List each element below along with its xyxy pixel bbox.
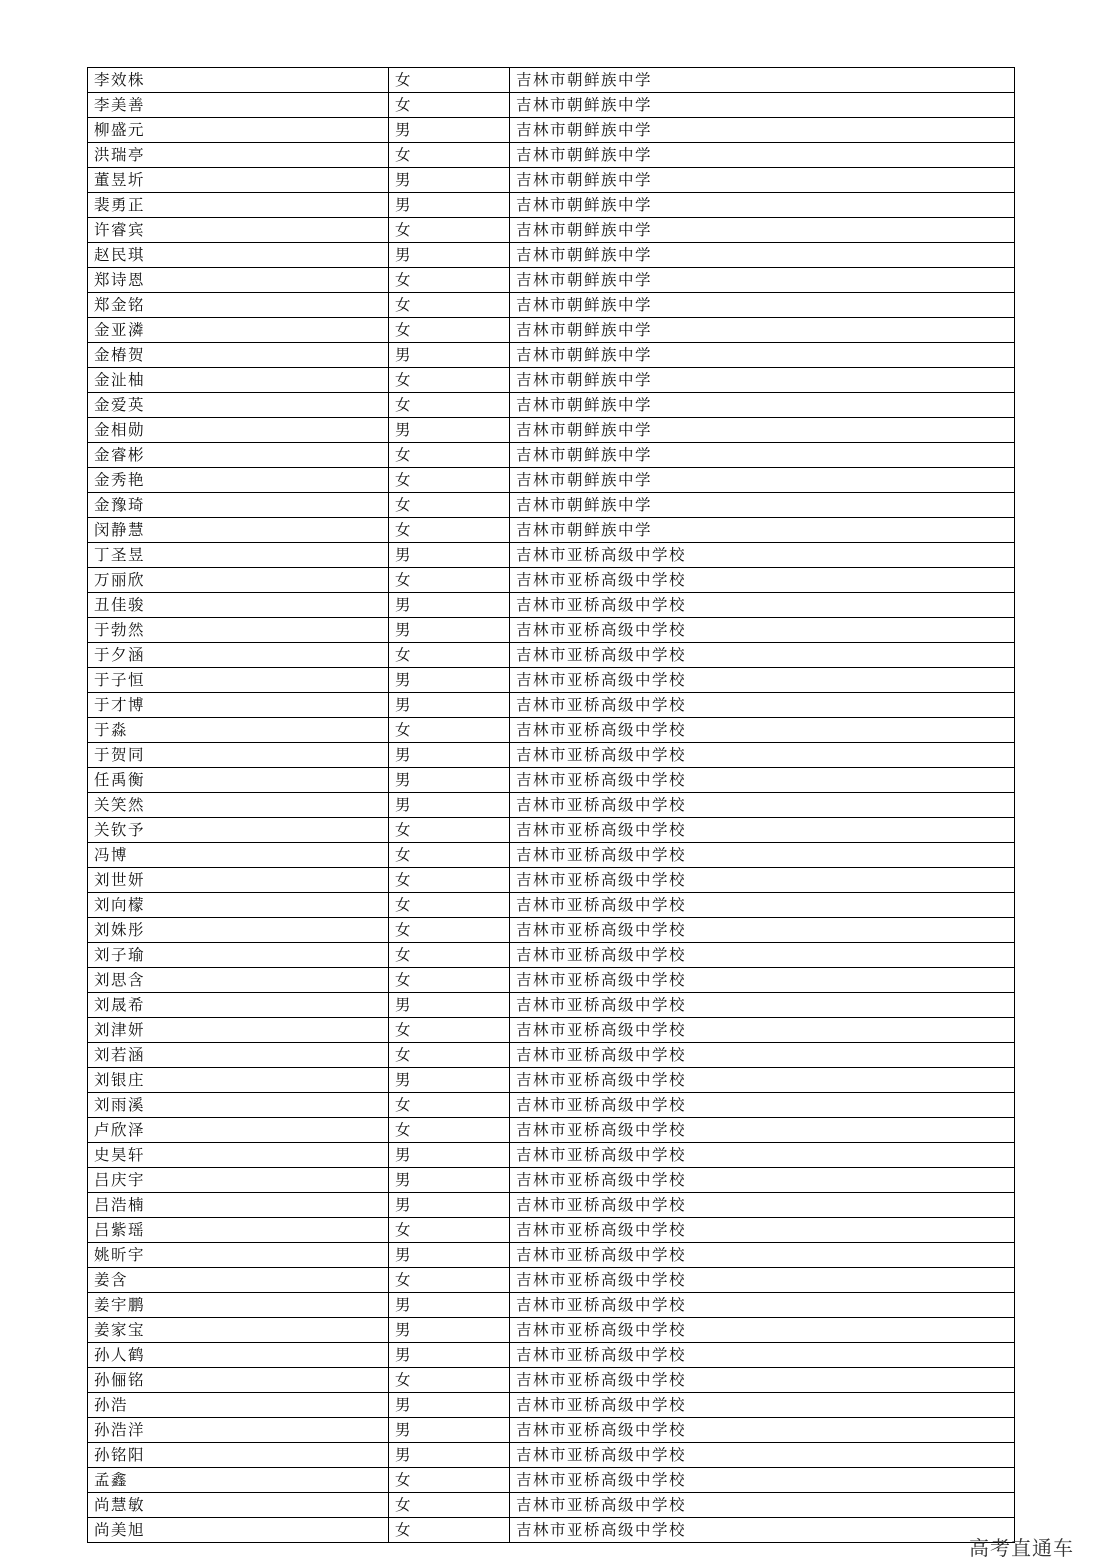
table-row — [88, 393, 1015, 418]
gender-cell: 女 — [389, 1493, 510, 1518]
gender-cell: 男 — [389, 593, 510, 618]
school-cell: 吉林市亚桥高级中学校 — [510, 1093, 1015, 1118]
gender-cell: 男 — [389, 343, 510, 368]
student-name-cell: 关笑然 — [88, 793, 389, 818]
table-row — [88, 518, 1015, 543]
table-row — [88, 1068, 1015, 1093]
school-cell: 吉林市亚桥高级中学校 — [510, 1143, 1015, 1168]
student-name-cell: 万丽欣 — [88, 568, 389, 593]
gender-cell: 男 — [389, 743, 510, 768]
table-row — [88, 793, 1015, 818]
student-name-cell: 金秀艳 — [88, 468, 389, 493]
gender-cell: 男 — [389, 618, 510, 643]
school-cell: 吉林市朝鲜族中学 — [510, 218, 1015, 243]
school-cell: 吉林市亚桥高级中学校 — [510, 993, 1015, 1018]
table-row — [88, 168, 1015, 193]
student-name-cell: 孙人鹤 — [88, 1343, 389, 1368]
student-roster-table — [87, 67, 1015, 1543]
student-name-cell: 刘向檬 — [88, 893, 389, 918]
gender-cell: 女 — [389, 943, 510, 968]
table-row — [88, 268, 1015, 293]
school-cell: 吉林市朝鲜族中学 — [510, 193, 1015, 218]
gender-cell: 男 — [389, 543, 510, 568]
student-name-cell: 闵静慧 — [88, 518, 389, 543]
table-row — [88, 1018, 1015, 1043]
gender-cell: 女 — [389, 1018, 510, 1043]
table-row — [88, 693, 1015, 718]
table-row — [88, 1168, 1015, 1193]
gender-cell: 女 — [389, 1218, 510, 1243]
student-name-cell: 冯博 — [88, 843, 389, 868]
roster-body — [88, 68, 1015, 1543]
table-row — [88, 143, 1015, 168]
table-row — [88, 493, 1015, 518]
gender-cell: 女 — [389, 518, 510, 543]
school-cell: 吉林市亚桥高级中学校 — [510, 568, 1015, 593]
school-cell: 吉林市亚桥高级中学校 — [510, 1468, 1015, 1493]
school-cell: 吉林市朝鲜族中学 — [510, 393, 1015, 418]
school-cell: 吉林市朝鲜族中学 — [510, 243, 1015, 268]
school-cell: 吉林市亚桥高级中学校 — [510, 893, 1015, 918]
school-cell: 吉林市亚桥高级中学校 — [510, 1118, 1015, 1143]
school-cell: 吉林市朝鲜族中学 — [510, 318, 1015, 343]
table-row — [88, 1443, 1015, 1468]
school-cell: 吉林市亚桥高级中学校 — [510, 1318, 1015, 1343]
school-cell: 吉林市亚桥高级中学校 — [510, 918, 1015, 943]
school-cell: 吉林市亚桥高级中学校 — [510, 1518, 1015, 1543]
gender-cell: 男 — [389, 1193, 510, 1218]
school-cell: 吉林市朝鲜族中学 — [510, 468, 1015, 493]
school-cell: 吉林市亚桥高级中学校 — [510, 843, 1015, 868]
table-row — [88, 1493, 1015, 1518]
school-cell: 吉林市亚桥高级中学校 — [510, 543, 1015, 568]
gender-cell: 男 — [389, 1168, 510, 1193]
table-row — [88, 968, 1015, 993]
gender-cell: 女 — [389, 968, 510, 993]
school-cell: 吉林市朝鲜族中学 — [510, 118, 1015, 143]
student-name-cell: 尚慧敏 — [88, 1493, 389, 1518]
school-cell: 吉林市朝鲜族中学 — [510, 418, 1015, 443]
student-name-cell: 孙浩 — [88, 1393, 389, 1418]
gender-cell: 女 — [389, 143, 510, 168]
student-name-cell: 卢欣泽 — [88, 1118, 389, 1143]
gender-cell: 女 — [389, 1118, 510, 1143]
school-cell: 吉林市亚桥高级中学校 — [510, 718, 1015, 743]
student-name-cell: 董昱圻 — [88, 168, 389, 193]
gender-cell: 男 — [389, 1143, 510, 1168]
table-row — [88, 243, 1015, 268]
table-row — [88, 618, 1015, 643]
table-row — [88, 468, 1015, 493]
table-row — [88, 218, 1015, 243]
gender-cell: 男 — [389, 243, 510, 268]
school-cell: 吉林市亚桥高级中学校 — [510, 768, 1015, 793]
gender-cell: 女 — [389, 868, 510, 893]
student-name-cell: 史昊轩 — [88, 1143, 389, 1168]
gender-cell: 女 — [389, 918, 510, 943]
student-name-cell: 郑金铭 — [88, 293, 389, 318]
student-name-cell: 郑诗恩 — [88, 268, 389, 293]
table-row — [88, 943, 1015, 968]
table-row — [88, 368, 1015, 393]
table-row — [88, 668, 1015, 693]
gender-cell: 男 — [389, 418, 510, 443]
student-name-cell: 孙俪铭 — [88, 1368, 389, 1393]
student-name-cell: 李效株 — [88, 68, 389, 93]
student-name-cell: 姜家宝 — [88, 1318, 389, 1343]
student-name-cell: 孟鑫 — [88, 1468, 389, 1493]
student-name-cell: 许睿宾 — [88, 218, 389, 243]
student-name-cell: 姚昕宇 — [88, 1243, 389, 1268]
watermark-text: 高考直通车 — [969, 1536, 1074, 1560]
gender-cell: 男 — [389, 693, 510, 718]
gender-cell: 女 — [389, 443, 510, 468]
student-name-cell: 吕浩楠 — [88, 1193, 389, 1218]
student-name-cell: 于贺同 — [88, 743, 389, 768]
gender-cell: 男 — [389, 1293, 510, 1318]
school-cell: 吉林市亚桥高级中学校 — [510, 1168, 1015, 1193]
school-cell: 吉林市亚桥高级中学校 — [510, 818, 1015, 843]
table-row — [88, 843, 1015, 868]
table-row — [88, 1043, 1015, 1068]
school-cell: 吉林市亚桥高级中学校 — [510, 1268, 1015, 1293]
gender-cell: 女 — [389, 818, 510, 843]
student-name-cell: 丑佳骏 — [88, 593, 389, 618]
student-name-cell: 金椿贺 — [88, 343, 389, 368]
school-cell: 吉林市亚桥高级中学校 — [510, 1418, 1015, 1443]
student-name-cell: 金爱英 — [88, 393, 389, 418]
gender-cell: 女 — [389, 468, 510, 493]
school-cell: 吉林市亚桥高级中学校 — [510, 1393, 1015, 1418]
table-row — [88, 443, 1015, 468]
gender-cell: 女 — [389, 1043, 510, 1068]
table-row — [88, 768, 1015, 793]
gender-cell: 女 — [389, 293, 510, 318]
gender-cell: 女 — [389, 893, 510, 918]
table-row — [88, 718, 1015, 743]
gender-cell: 男 — [389, 168, 510, 193]
gender-cell: 女 — [389, 218, 510, 243]
table-row — [88, 193, 1015, 218]
student-name-cell: 柳盛元 — [88, 118, 389, 143]
table-row — [88, 1418, 1015, 1443]
gender-cell: 男 — [389, 1443, 510, 1468]
table-row — [88, 1118, 1015, 1143]
student-name-cell: 赵民琪 — [88, 243, 389, 268]
table-row — [88, 1143, 1015, 1168]
gender-cell: 女 — [389, 268, 510, 293]
school-cell: 吉林市亚桥高级中学校 — [510, 1043, 1015, 1068]
student-name-cell: 刘子瑜 — [88, 943, 389, 968]
student-name-cell: 刘津妍 — [88, 1018, 389, 1043]
school-cell: 吉林市亚桥高级中学校 — [510, 743, 1015, 768]
school-cell: 吉林市亚桥高级中学校 — [510, 868, 1015, 893]
school-cell: 吉林市亚桥高级中学校 — [510, 1443, 1015, 1468]
gender-cell: 女 — [389, 368, 510, 393]
table-row — [88, 543, 1015, 568]
school-cell: 吉林市朝鲜族中学 — [510, 93, 1015, 118]
student-name-cell: 于夕涵 — [88, 643, 389, 668]
gender-cell: 女 — [389, 643, 510, 668]
school-cell: 吉林市朝鲜族中学 — [510, 268, 1015, 293]
school-cell: 吉林市亚桥高级中学校 — [510, 693, 1015, 718]
school-cell: 吉林市朝鲜族中学 — [510, 293, 1015, 318]
school-cell: 吉林市亚桥高级中学校 — [510, 793, 1015, 818]
gender-cell: 女 — [389, 1268, 510, 1293]
gender-cell: 男 — [389, 1318, 510, 1343]
student-name-cell: 尚美旭 — [88, 1518, 389, 1543]
table-row — [88, 1368, 1015, 1393]
gender-cell: 女 — [389, 1518, 510, 1543]
table-row — [88, 743, 1015, 768]
student-name-cell: 金豫琦 — [88, 493, 389, 518]
gender-cell: 男 — [389, 768, 510, 793]
school-cell: 吉林市朝鲜族中学 — [510, 343, 1015, 368]
gender-cell: 男 — [389, 993, 510, 1018]
student-name-cell: 金沚柚 — [88, 368, 389, 393]
student-name-cell: 刘雨溪 — [88, 1093, 389, 1118]
school-cell: 吉林市亚桥高级中学校 — [510, 1068, 1015, 1093]
table-row — [88, 593, 1015, 618]
gender-cell: 女 — [389, 68, 510, 93]
gender-cell: 男 — [389, 1418, 510, 1443]
gender-cell: 女 — [389, 718, 510, 743]
student-name-cell: 丁圣昱 — [88, 543, 389, 568]
student-name-cell: 洪瑞亭 — [88, 143, 389, 168]
school-cell: 吉林市朝鲜族中学 — [510, 518, 1015, 543]
table-row — [88, 868, 1015, 893]
student-name-cell: 孙浩洋 — [88, 1418, 389, 1443]
school-cell: 吉林市亚桥高级中学校 — [510, 643, 1015, 668]
table-row — [88, 1468, 1015, 1493]
student-name-cell: 刘晟希 — [88, 993, 389, 1018]
student-name-cell: 任禹衡 — [88, 768, 389, 793]
school-cell: 吉林市亚桥高级中学校 — [510, 1243, 1015, 1268]
table-row — [88, 1518, 1015, 1543]
table-row — [88, 1293, 1015, 1318]
gender-cell: 男 — [389, 793, 510, 818]
school-cell: 吉林市亚桥高级中学校 — [510, 1218, 1015, 1243]
student-name-cell: 于子恒 — [88, 668, 389, 693]
table-row — [88, 893, 1015, 918]
table-row — [88, 418, 1015, 443]
student-name-cell: 于勃然 — [88, 618, 389, 643]
table-row — [88, 1343, 1015, 1368]
student-name-cell: 李美善 — [88, 93, 389, 118]
table-row — [88, 343, 1015, 368]
student-name-cell: 姜含 — [88, 1268, 389, 1293]
gender-cell: 女 — [389, 393, 510, 418]
student-name-cell: 关钦予 — [88, 818, 389, 843]
gender-cell: 女 — [389, 1468, 510, 1493]
student-name-cell: 刘银庄 — [88, 1068, 389, 1093]
gender-cell: 男 — [389, 668, 510, 693]
gender-cell: 男 — [389, 1068, 510, 1093]
table-row — [88, 318, 1015, 343]
table-row — [88, 93, 1015, 118]
gender-cell: 女 — [389, 843, 510, 868]
school-cell: 吉林市亚桥高级中学校 — [510, 943, 1015, 968]
gender-cell: 男 — [389, 1393, 510, 1418]
table-row — [88, 1243, 1015, 1268]
school-cell: 吉林市朝鲜族中学 — [510, 443, 1015, 468]
gender-cell: 男 — [389, 1343, 510, 1368]
table-row — [88, 1093, 1015, 1118]
school-cell: 吉林市亚桥高级中学校 — [510, 593, 1015, 618]
student-name-cell: 金睿彬 — [88, 443, 389, 468]
school-cell: 吉林市亚桥高级中学校 — [510, 668, 1015, 693]
table-row — [88, 293, 1015, 318]
table-row — [88, 1193, 1015, 1218]
school-cell: 吉林市亚桥高级中学校 — [510, 1193, 1015, 1218]
gender-cell: 女 — [389, 1093, 510, 1118]
student-name-cell: 刘世妍 — [88, 868, 389, 893]
school-cell: 吉林市亚桥高级中学校 — [510, 618, 1015, 643]
school-cell: 吉林市朝鲜族中学 — [510, 368, 1015, 393]
table-row — [88, 568, 1015, 593]
gender-cell: 女 — [389, 568, 510, 593]
student-name-cell: 裴勇正 — [88, 193, 389, 218]
student-name-cell: 刘姝彤 — [88, 918, 389, 943]
student-name-cell: 姜宇鹏 — [88, 1293, 389, 1318]
student-name-cell: 吕紫瑶 — [88, 1218, 389, 1243]
gender-cell: 女 — [389, 493, 510, 518]
student-name-cell: 刘若涵 — [88, 1043, 389, 1068]
gender-cell: 女 — [389, 1368, 510, 1393]
school-cell: 吉林市亚桥高级中学校 — [510, 1018, 1015, 1043]
student-name-cell: 孙铭阳 — [88, 1443, 389, 1468]
student-name-cell: 于才博 — [88, 693, 389, 718]
school-cell: 吉林市朝鲜族中学 — [510, 143, 1015, 168]
table-row — [88, 1268, 1015, 1293]
school-cell: 吉林市亚桥高级中学校 — [510, 1368, 1015, 1393]
table-row — [88, 643, 1015, 668]
student-name-cell: 金亚潾 — [88, 318, 389, 343]
gender-cell: 男 — [389, 193, 510, 218]
gender-cell: 男 — [389, 1243, 510, 1268]
student-name-cell: 吕庆宇 — [88, 1168, 389, 1193]
table-row — [88, 1318, 1015, 1343]
gender-cell: 女 — [389, 93, 510, 118]
student-name-cell: 金相勋 — [88, 418, 389, 443]
table-row — [88, 1218, 1015, 1243]
school-cell: 吉林市朝鲜族中学 — [510, 493, 1015, 518]
school-cell: 吉林市朝鲜族中学 — [510, 68, 1015, 93]
gender-cell: 男 — [389, 118, 510, 143]
table-row — [88, 1393, 1015, 1418]
school-cell: 吉林市亚桥高级中学校 — [510, 1493, 1015, 1518]
school-cell: 吉林市朝鲜族中学 — [510, 168, 1015, 193]
student-name-cell: 刘思含 — [88, 968, 389, 993]
student-name-cell: 于淼 — [88, 718, 389, 743]
table-row — [88, 993, 1015, 1018]
gender-cell: 女 — [389, 318, 510, 343]
table-row — [88, 918, 1015, 943]
table-row — [88, 818, 1015, 843]
table-row — [88, 68, 1015, 93]
school-cell: 吉林市亚桥高级中学校 — [510, 1293, 1015, 1318]
school-cell: 吉林市亚桥高级中学校 — [510, 968, 1015, 993]
school-cell: 吉林市亚桥高级中学校 — [510, 1343, 1015, 1368]
table-row — [88, 118, 1015, 143]
